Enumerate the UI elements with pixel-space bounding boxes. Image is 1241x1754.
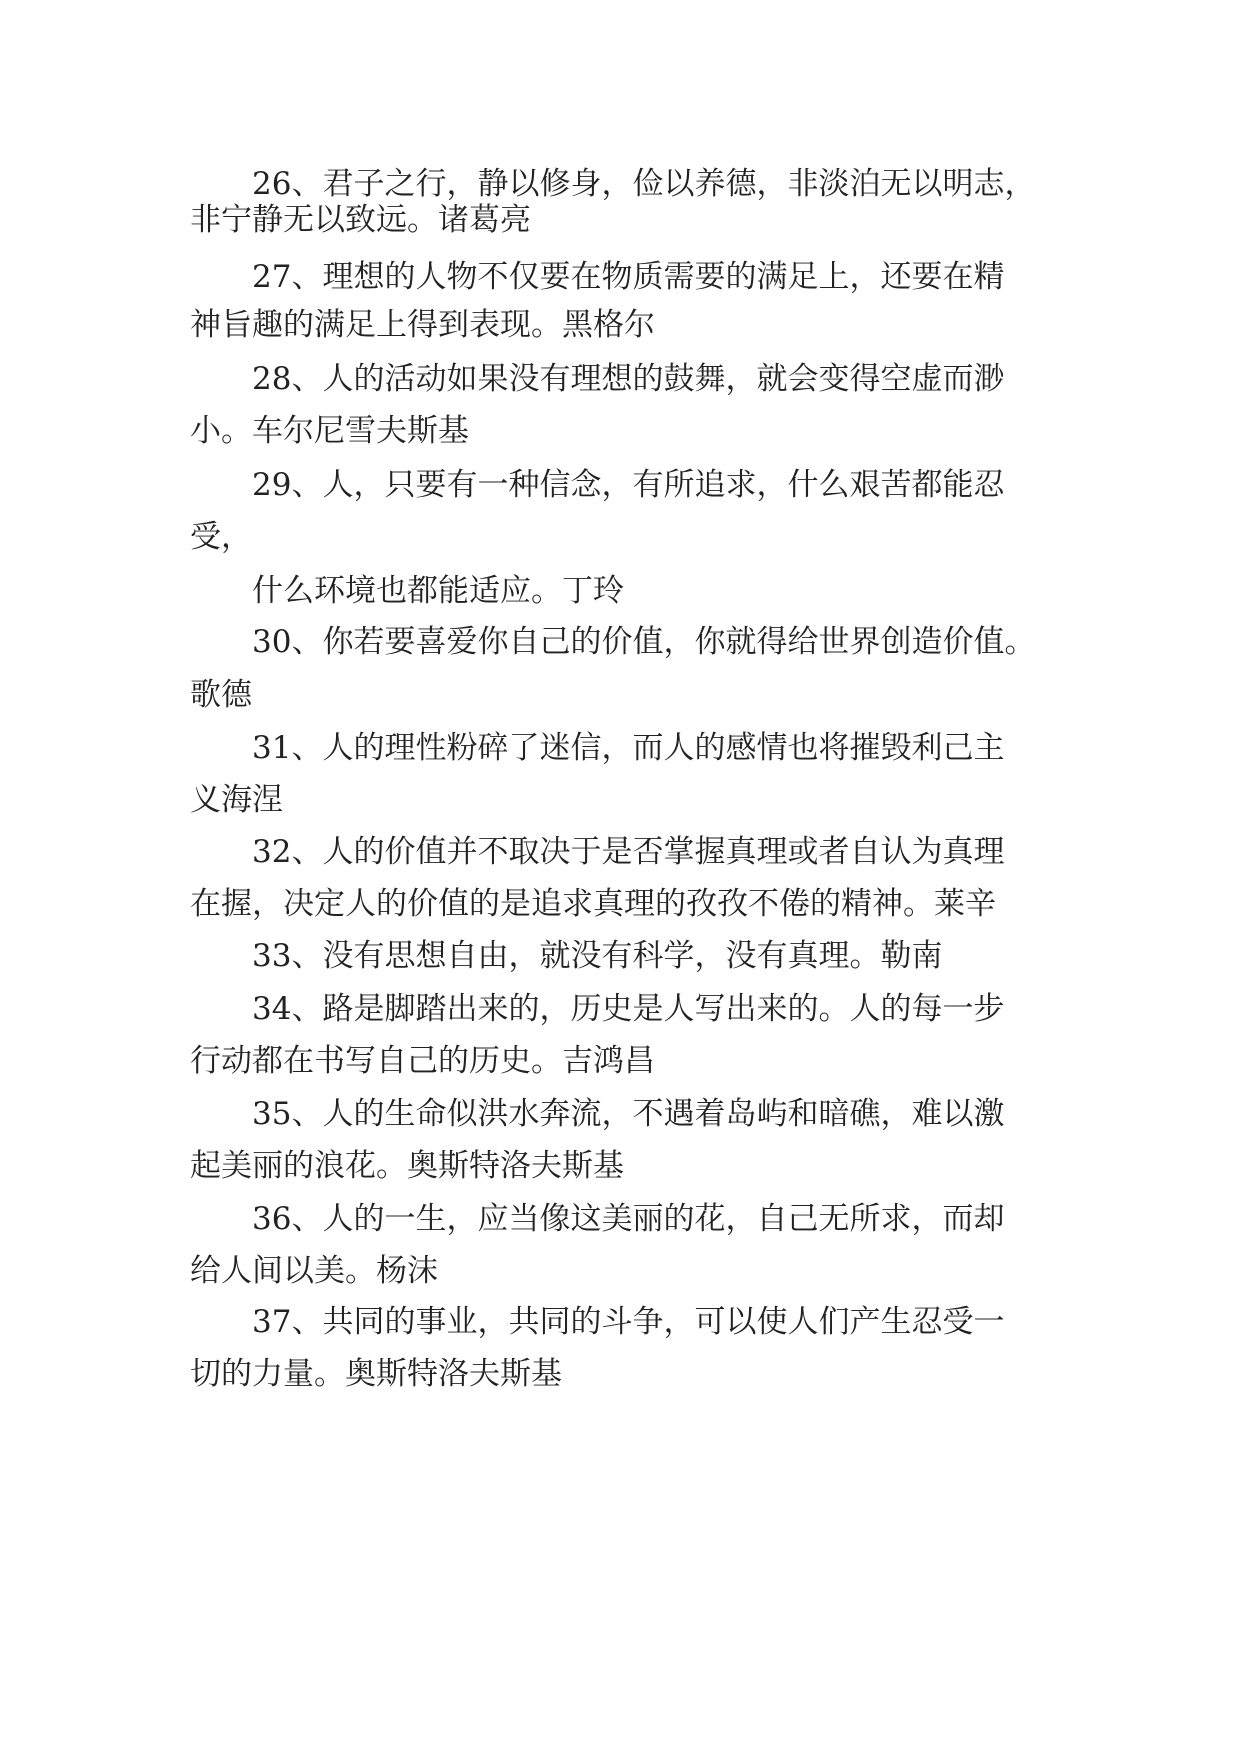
quote-28-line-2: 小。车尔尼雪夫斯基 [190, 413, 469, 449]
quote-27-line-2: 神旨趣的满足上得到表现。黑格尔 [190, 307, 655, 343]
quote-37-line-1: 37、共同的事业，共同的斗争，可以使人们产生忍受一 [252, 1304, 1005, 1340]
quote-37-line-2: 切的力量。奥斯特洛夫斯基 [190, 1356, 562, 1392]
quote-29-line-2: 受， [190, 519, 252, 555]
quote-30-line-2: 歌德 [190, 677, 252, 713]
quote-34-line-1: 34、路是脚踏出来的，历史是人写出来的。人的每一步 [252, 991, 1005, 1027]
quote-30-line-1: 30、你若要喜爱你自己的价值，你就得给世界创造价值。 [252, 624, 1036, 660]
quote-36-line-2: 给人间以美。杨沫 [190, 1253, 438, 1289]
quote-26-line-2: 非宁静无以致远。诸葛亮 [190, 202, 531, 238]
quote-26-line-1: 26、君子之行，静以修身，俭以养德，非淡泊无以明志， [252, 166, 1036, 202]
quote-29-line-1: 29、人，只要有一种信念，有所追求，什么艰苦都能忍 [252, 467, 1005, 503]
quote-33-line-1: 33、没有思想自由，就没有科学，没有真理。勒南 [252, 938, 943, 974]
quote-35-line-2: 起美丽的浪花。奥斯特洛夫斯基 [190, 1148, 624, 1184]
quote-28-line-1: 28、人的活动如果没有理想的鼓舞，就会变得空虚而渺 [252, 361, 1005, 397]
quote-35-line-1: 35、人的生命似洪水奔流，不遇着岛屿和暗礁，难以激 [252, 1096, 1005, 1132]
quote-27-line-1: 27、理想的人物不仅要在物质需要的满足上，还要在精 [252, 259, 1005, 295]
quote-31-line-2: 义海涅 [190, 782, 283, 818]
quote-36-line-1: 36、人的一生，应当像这美丽的花，自己无所求，而却 [252, 1201, 1005, 1237]
quote-31-line-1: 31、人的理性粉碎了迷信，而人的感情也将摧毁利己主 [252, 730, 1005, 766]
quote-32-line-1: 32、人的价值并不取决于是否掌握真理或者自认为真理 [252, 834, 1005, 870]
quote-34-line-2: 行动都在书写自己的历史。吉鸿昌 [190, 1043, 655, 1079]
quote-32-line-2: 在握，决定人的价值的是追求真理的孜孜不倦的精神。莱辛 [190, 886, 996, 922]
quote-29-line-3: 什么环境也都能适应。丁玲 [252, 573, 624, 609]
